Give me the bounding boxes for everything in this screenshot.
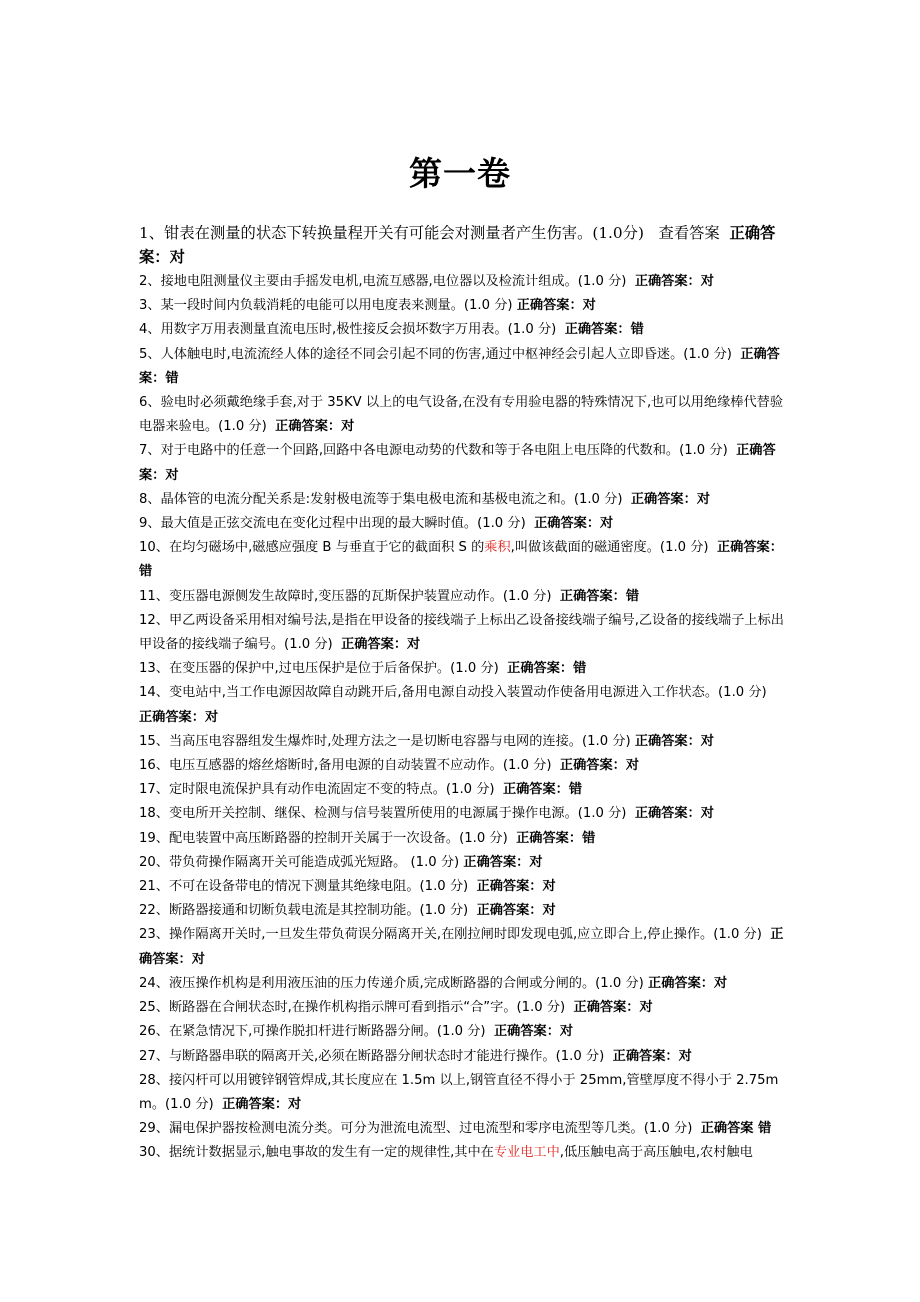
question-15: 15、当高压电容器组发生爆炸时,处理方法之一是切断电容器与电网的连接。(1.0 分) 正确答案：对 <box>139 733 714 749</box>
question-4: 4、用数字万用表测量直流电压时,极性接反会损坏数字万用表。(1.0 分) 正确答案：错 <box>139 322 644 338</box>
answer-label: 正确答案：对 <box>630 491 710 507</box>
highlighted-term: 乘积 <box>484 540 511 556</box>
answer-label: 正确答案：对 <box>341 637 421 653</box>
question-17: 17、定时限电流保护具有动作电流固定不变的特点。(1.0 分) 正确答案：错 <box>139 782 583 798</box>
answer-label: 正确答案：对 <box>612 1048 692 1064</box>
question-13: 13、在变压器的保护中,过电压保护是位于后备保护。(1.0 分) 正确答案：错 <box>139 661 587 677</box>
question-16: 16、电压互感器的熔丝熔断时,备用电源的自动装置不应动作。(1.0 分) 正确答案：对 <box>139 758 640 774</box>
answer-label: 正确答案：错 <box>507 661 587 677</box>
question-6: 6、验电时必须戴绝缘手套,对于 35KV 以上的电气设备,在没有专用验电器的特殊情况下,也可以用绝缘棒代替验电器来验电。(1.0 分) 正确答案：对 <box>139 395 784 435</box>
answer-label: 正确答案：对 <box>139 709 219 725</box>
question-20: 20、带负荷操作隔离开关可能造成弧光短路。 (1.0 分) 正确答案：对 <box>139 854 543 870</box>
answer-label: 正确答案：对 <box>634 274 714 289</box>
answer-label: 正确答案：错 <box>139 346 780 386</box>
answer-label: 正确答案 错 <box>700 1121 772 1137</box>
answer-label: 正确答案：对 <box>516 298 596 314</box>
question-12: 12、甲乙两设备采用相对编号法,是指在甲设备的接线端子上标出乙设备接线端子编号,乙设备的接线端子上标出甲设备的接线端子编号。(1.0 分) 正确答案：对 <box>139 612 784 653</box>
question-23: 23、操作隔离开关时,一旦发生带负荷误分隔离开关,在刚拉闸时即发现电弧,应立即合上,停止操作。(1.0 分) 正确答案：对 <box>139 927 784 967</box>
question-7: 7、对于电路中的任意一个回路,回路中各电源电动势的代数和等于各电阻上电压降的代数和。(1.0 分) 正确答案：对 <box>139 443 776 483</box>
answer-label: 正确答案：对 <box>275 419 355 435</box>
answer-label: 正确答案：对 <box>222 1096 302 1112</box>
answer-label: 正确答案：对 <box>573 1000 653 1016</box>
answer-label: 正确答案：对 <box>476 903 556 919</box>
question-22: 22、断路器接通和切断负载电流是其控制功能。(1.0 分) 正确答案：对 <box>139 903 556 919</box>
answer-label: 正确答案：错 <box>502 782 583 798</box>
question-1: 1、钳表在测量的状态下转换量程开关有可能会对测量者产生伤害。(1.0分) 查看答案 正确答案：对 <box>139 224 776 266</box>
answer-label: 正确答案：对 <box>139 443 776 483</box>
answer-label: 正确答案：错 <box>564 322 644 338</box>
view-answer-link[interactable]: 查看答案 <box>658 224 720 242</box>
answer-label: 正确答案：对 <box>463 854 543 870</box>
question-30: 30、据统计数据显示,触电事故的发生有一定的规律性,其中在专业电工中,低压触电高于高压触电,农村触电 <box>139 1145 753 1161</box>
question-26: 26、在紧急情况下,可操作脱扣杆进行断路器分闸。(1.0 分) 正确答案：对 <box>139 1024 574 1040</box>
answer-label: 正确答案：对 <box>139 927 784 967</box>
answer-label: 正确答案：对 <box>559 758 640 774</box>
answer-label: 正确答案：错 <box>516 830 596 846</box>
question-2: 2、接地电阻测量仪主要由手摇发电机,电流互感器,电位器以及检流计组成。(1.0 分) 正确答案：对 <box>139 274 714 289</box>
highlighted-term: 专业电工中 <box>493 1145 560 1161</box>
question-8: 8、晶体管的电流分配关系是:发射极电流等于集电极电流和基极电流之和。(1.0 分) 正确答案：对 <box>139 491 710 507</box>
question-18: 18、变电所开关控制、继保、检测与信号装置所使用的电源属于操作电源。(1.0 分) 正确答案：对 <box>139 806 714 822</box>
question-5: 5、人体触电时,电流流经人体的途径不同会引起不同的伤害,通过中枢神经会引起人立即昏迷。(1.0 分) 正确答案：错 <box>139 346 780 386</box>
question-19: 19、配电装置中高压断路器的控制开关属于一次设备。(1.0 分) 正确答案：错 <box>139 830 596 846</box>
answer-label: 正确答案：对 <box>139 224 776 266</box>
question-24: 24、液压操作机构是利用液压油的压力传递介质,完成断路器的合闸或分闸的。(1.0 分) 正确答案：对 <box>139 975 728 991</box>
page-title: 第一卷 <box>409 154 511 193</box>
answer-label: 正确答案：错 <box>559 588 640 604</box>
question-10: 10、在均匀磁场中,磁感应强度 B 与垂直于它的截面积 S 的乘积,叫做该截面的磁通密度。(1.0 分) 正确答案：错 <box>139 540 783 580</box>
question-28: 28、接闪杆可以用镀锌钢管焊成,其长度应在 1.5m 以上,钢管直径不得小于 25mm,管壁厚度不得小于 2.75mm。(1.0 分) 正确答案：对 <box>139 1072 779 1112</box>
question-29: 29、漏电保护器按检测电流分类。可分为泄流电流型、过电流型和零序电流型等几类。(1.0 分) 正确答案 错 <box>139 1121 772 1137</box>
question-27: 27、与断路器串联的隔离开关,必须在断路器分闸状态时才能进行操作。(1.0 分) 正确答案：对 <box>139 1048 692 1064</box>
answer-label: 正确答案：对 <box>493 1024 574 1040</box>
answer-label: 正确答案：对 <box>634 733 714 749</box>
question-list <box>139 222 787 1166</box>
answer-label: 正确答案：对 <box>648 975 728 991</box>
answer-label: 正确答案：对 <box>634 806 714 822</box>
question-21: 21、不可在设备带电的情况下测量其绝缘电阻。(1.0 分) 正确答案：对 <box>139 879 556 895</box>
question-3: 3、某一段时间内负载消耗的电能可以用电度表来测量。(1.0 分) 正确答案：对 <box>139 298 596 314</box>
answer-label: 正确答案：对 <box>534 516 614 532</box>
answer-label: 正确答案：错 <box>139 540 783 580</box>
answer-label: 正确答案：对 <box>476 879 556 895</box>
question-11: 11、变压器电源侧发生故障时,变压器的瓦斯保护装置应动作。(1.0 分) 正确答案：错 <box>139 588 640 604</box>
question-9: 9、最大值是正弦交流电在变化过程中出现的最大瞬时值。(1.0 分) 正确答案：对 <box>139 516 614 532</box>
question-25: 25、断路器在合闸状态时,在操作机构指示牌可看到指示“合”字。(1.0 分) 正确答案：对 <box>139 1000 653 1016</box>
question-14: 14、变电站中,当工作电源因故障自动跳开后,备用电源自动投入装置动作使备用电源进入工作状态。(1.0 分) 正确答案：对 <box>139 685 767 725</box>
